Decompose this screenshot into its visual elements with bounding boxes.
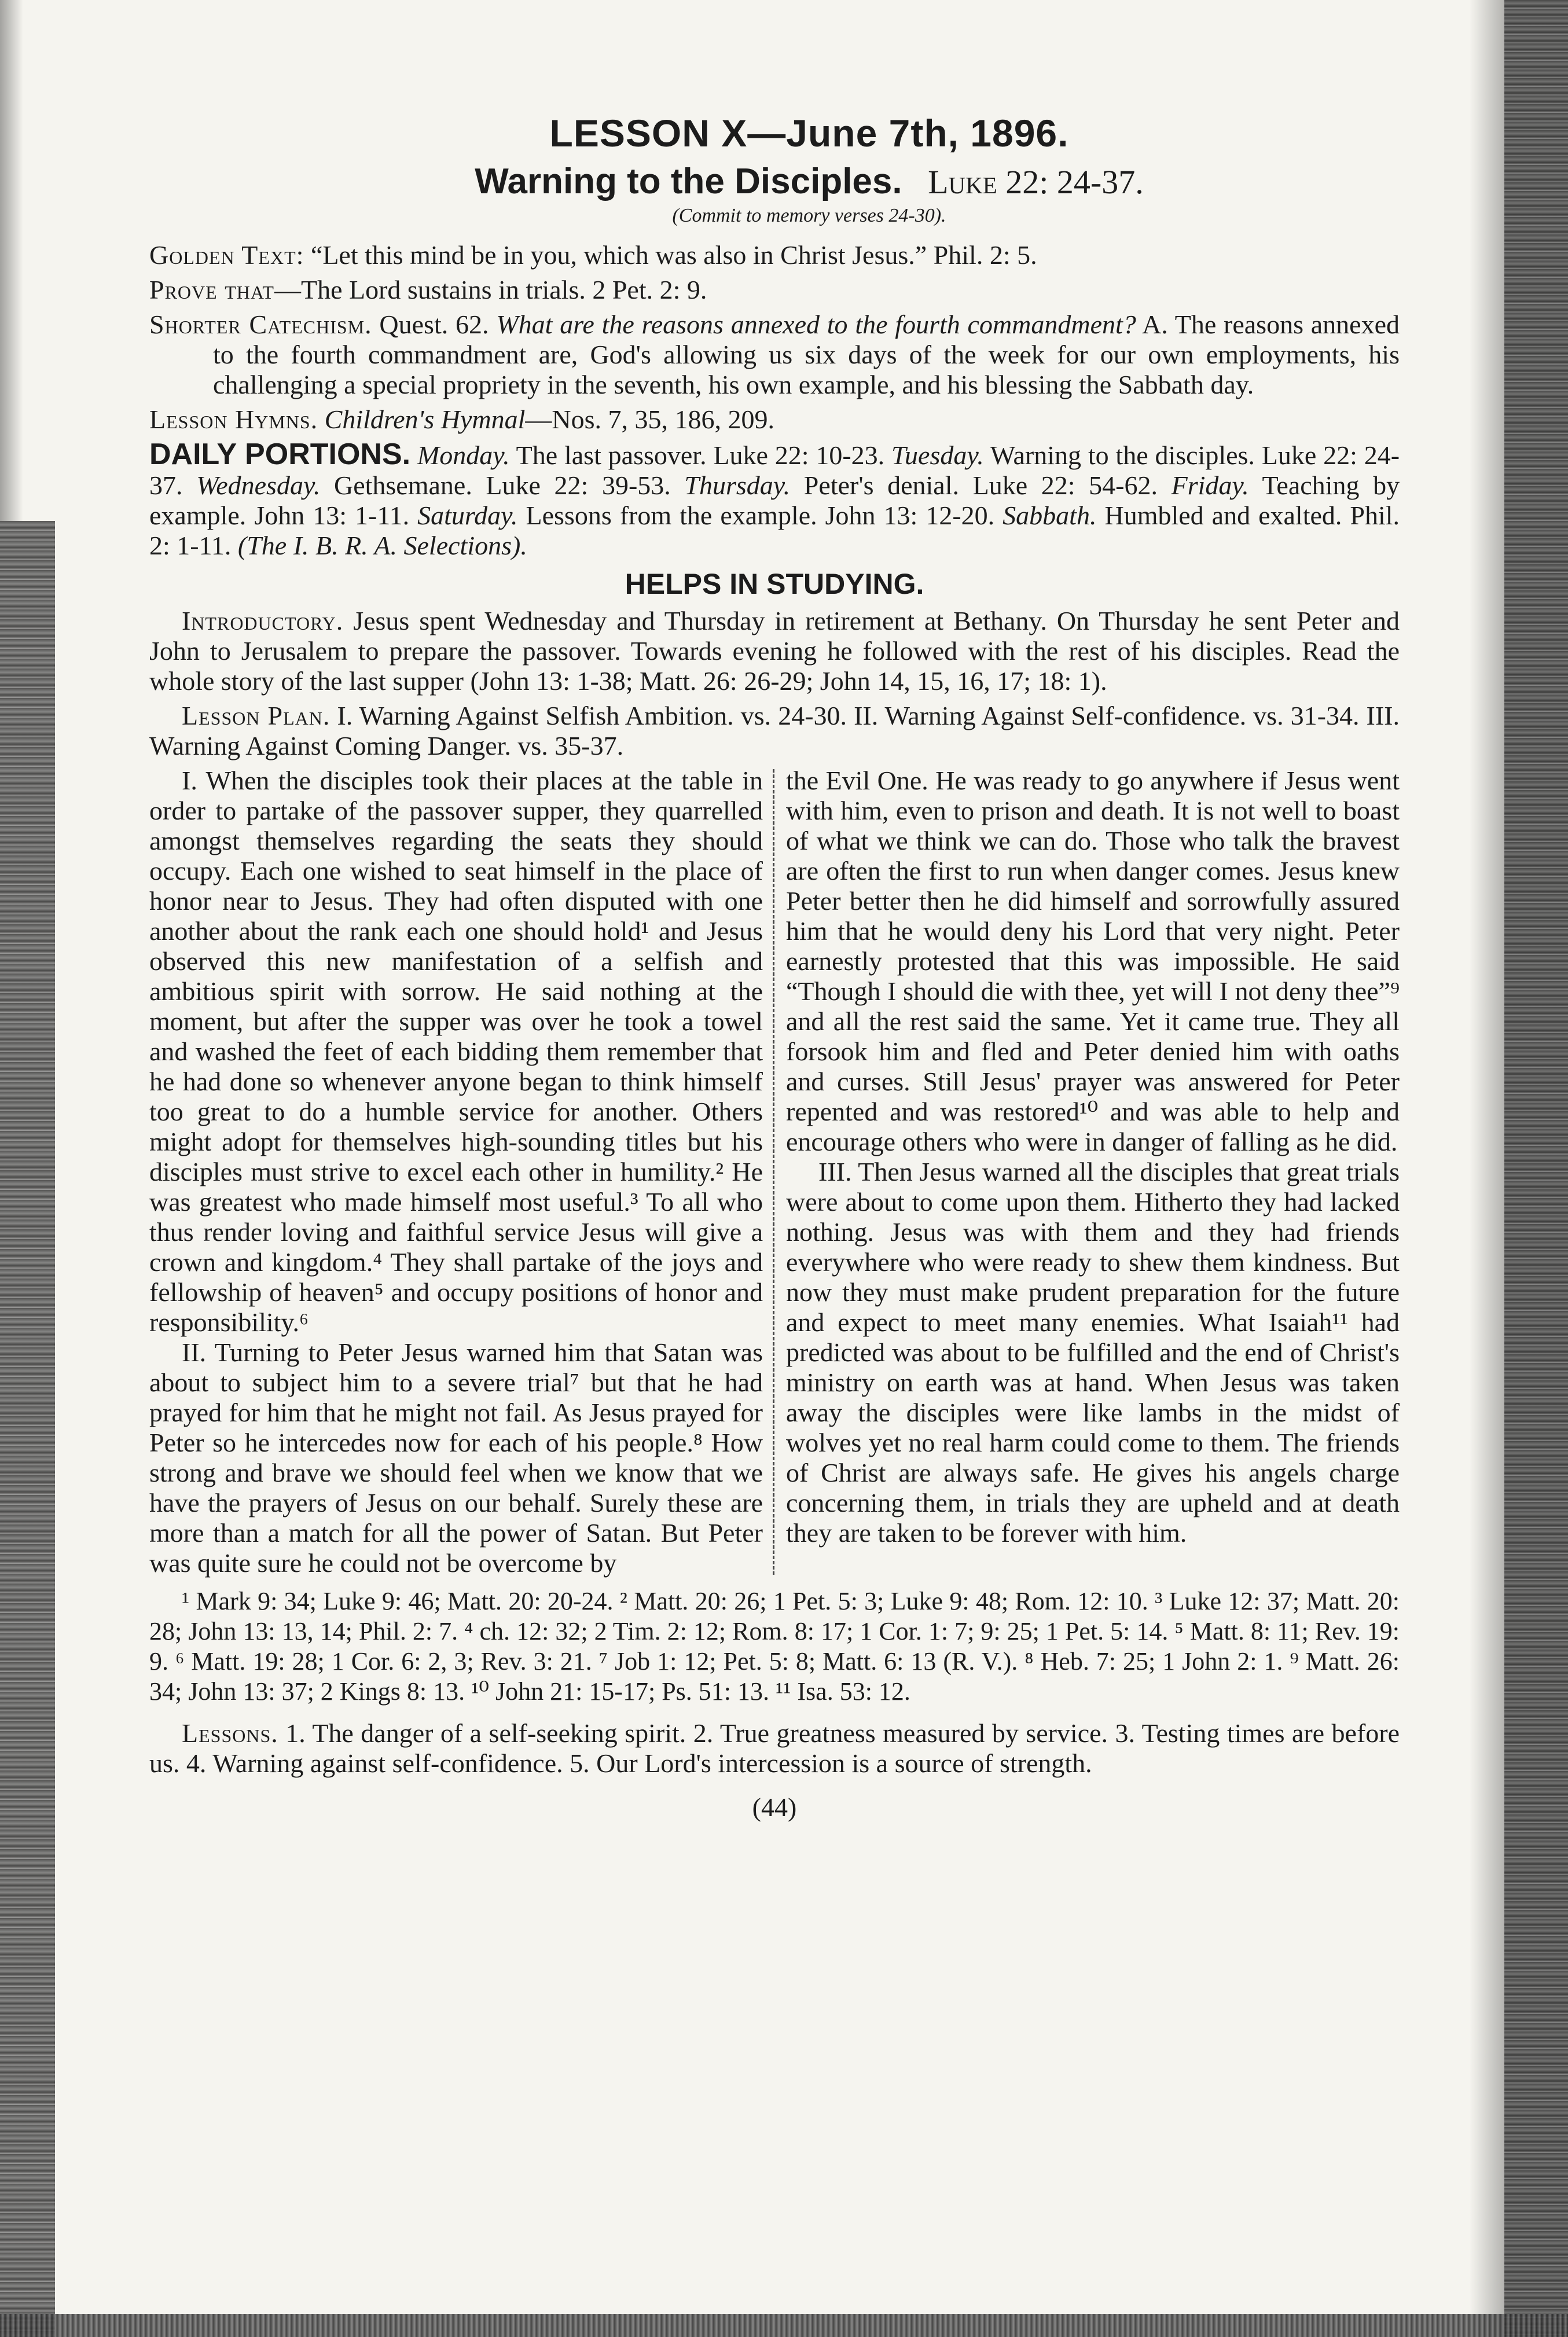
day-reading: Lessons from the example. John 13: 12-20. — [526, 501, 995, 530]
day-label: Monday. — [417, 440, 510, 470]
catechism-label: Shorter Catechism. — [149, 310, 372, 339]
golden-text-label: Golden Text: — [149, 240, 304, 270]
day-label: Sabbath. — [1003, 501, 1097, 530]
day-reading: Warning to the disciples. Luke 22: 24-37. — [149, 440, 1400, 500]
scripture-reference: Luke 22: 24-37. — [928, 163, 1144, 201]
catechism-quest: Quest. 62. — [379, 310, 489, 339]
catechism-question: What are the reasons annexed to the fourth commandment? — [496, 310, 1136, 339]
commit-note: (Commit to memory verses 24-30). — [672, 205, 946, 226]
scan-edge-left — [0, 521, 55, 2337]
day-reading: Humbled and exalted. Phil. 2: 1-11. — [149, 501, 1400, 560]
day-reading: The last passover. Luke 22: 10-23. — [516, 440, 885, 470]
day-label: Friday. — [1171, 471, 1249, 500]
introductory-body: Jesus spent Wednesday and Thursday in retirement at Bethany. On Thursday he sent Peter and John to Jerusalem to prepare the passover. Towards evening he followed with the rest of his disciples. Read the whole story of the last supper (John 13: 1-38; Matt. 26: 26-29; John 14, 15, 16, 17; 18: 1). — [149, 606, 1400, 696]
day-reading: Gethsemane. Luke 22: 39-53. — [333, 471, 671, 500]
body-paragraph: II. Turning to Peter Jesus warned him that Satan was about to subject him to a severe trial⁷ but that he had prayed for him that he might not fail. As Jesus prayed for Peter so he intercedes now for each of his people.⁸ How strong and brave we should feel when we know that we have the prayers of Jesus on our behalf. Surely these are more than a match for all the power of Satan. But Peter was quite sure he could not be overcome by — [149, 1337, 763, 1578]
lessons-label: Lessons. — [182, 1718, 278, 1748]
lesson-plan — [149, 701, 1400, 761]
lesson-plan-label: Lesson Plan. — [182, 701, 331, 730]
body-paragraph: the Evil One. He was ready to go anywhere if Jesus went with him, even to prison and death. It is not well to boast of what we think we can do. Those who talk the bravest are often the first to run when danger comes. Jesus knew Peter better then he did himself and sorrowfully assured him that he would deny his Lord that very night. Peter earnestly protested that this was impossible. He said “Though I should die with thee, yet will I not deny thee”⁹ and all the rest said the same. Yet it came true. They all forsook him and fled and Peter denied him with oaths and curses. Still Jesus' prayer was answered for Peter repented and was restored¹⁰ and was able to help and encourage others who were in danger of falling as he did. — [786, 766, 1400, 1156]
scan-shadow-left-top — [0, 0, 23, 521]
golden-text-body: “Let this mind be in you, which was also in Christ Jesus.” Phil. 2: 5. — [310, 240, 1037, 270]
lesson-hymns — [149, 405, 1400, 435]
body-paragraph: I. When the disciples took their places at the table in order to partake of the passover supper, they quarrelled amongst themselves regarding the seats they should occupy. Each one wished to seat himself in the place of honor near to Jesus. They had often disputed with one another about the rank each one should hold¹ and Jesus observed this new manifestation of a selfish and ambitious spirit with sorrow. He said nothing at the moment, but after the supper was over he took a towel and washed the feet of each bidding them remember that he had done so whenever anyone began to think himself too great to do a humble service for another. Others might adopt for themselves high-sounding titles but his disciples must strive to excel each other in humility.² He was greatest who made himself most useful.³ To all who thus render loving and faithful service Jesus will give a crown and kingdom.⁴ They shall partake of the joys and fellowship of heaven⁵ and occupy positions of honor and responsibility.⁶ — [149, 766, 763, 1337]
column-divider — [773, 769, 777, 1575]
body-paragraph: III. Then Jesus warned all the disciples that great trials were about to come upon them. Hitherto they had lacked nothing. Jesus was with them and they had friends everywhere who were ready to shew them kindness. But now they must make prudent preparation for the future and expect to meet many enemies. What Isaiah¹¹ had predicted was about to be fulfilled and the end of Christ's ministry on earth was at hand. When Jesus was taken away the disciples were like lambs in the midst of wolves yet no real harm could come to them. The friends of Christ are always safe. He gives his angels charge concerning them, in trials they are upheld and at death they are taken to be forever with him. — [786, 1157, 1400, 1548]
scan-edge-bottom — [0, 2314, 1568, 2337]
day-reading: Teaching by example. John 13: 1-11. — [149, 471, 1400, 530]
hymns-label: Lesson Hymns. — [149, 405, 318, 434]
day-label: Thursday. — [684, 471, 791, 500]
prove-that-body: —The Lord sustains in trials. 2 Pet. 2: 9. — [274, 275, 707, 304]
right-column — [786, 766, 1400, 1578]
day-label: Saturday. — [417, 501, 518, 530]
day-label: Wednesday. — [196, 471, 321, 500]
day-reading: Peter's denial. Luke 22: 54-62. — [803, 471, 1158, 500]
catechism-answer: A. The reasons annexed to the fourth commandment are, God's allowing us six days of the week for our own employments, his challenging a special propriety in the seventh, his own example, and his blessing the Sabbath day. — [213, 310, 1400, 399]
prove-that-label: Prove that — [149, 275, 274, 304]
scan-edge-right — [1504, 0, 1568, 2337]
lesson-plan-body: I. Warning Against Selfish Ambition. vs. 24-30. II. Warning Against Self-confidence. vs. 31-34. III. Warning Against Coming Danger. vs. 35-37. — [149, 701, 1400, 760]
hymns-book: Children's Hymnal — [324, 405, 526, 434]
page-number: (44) — [752, 1792, 797, 1822]
two-column-body — [149, 766, 1400, 1578]
lessons-body: 1. The danger of a self-seeking spirit. 2. True greatness measured by service. 3. Testing times are before us. 4. Warning against self-confidence. 5. Our Lord's intercession is a source of strength. — [149, 1718, 1400, 1778]
footnotes: ¹ Mark 9: 34; Luke 9: 46; Matt. 20: 20-24. ² Matt. 20: 26; 1 Pet. 5: 3; Luke 9: 48; Rom. 12: 10. ³ Luke 12: 37; Matt. 20: 28; John 13: 13, 14; Phil. 2: 7. ⁴ ch. 12: 32; 2 Tim. 2: 12; Rom. 8: 17; 1 Cor. 1: 7; 9: 25; 1 Pet. 5: 14. ⁵ Matt. 8: 11; Rev. 19: 9. ⁶ Matt. 19: 28; 1 Cor. 6: 2, 3; Rev. 3: 21. ⁷ Job 1: 12; Pet. 5: 8; Matt. 6: 13 (R. V.). ⁸ Heb. 7: 25; 1 John 2: 1. ⁹ Matt. 26: 34; John 13: 37; 2 Kings 8: 13. ¹⁰ John 21: 15-17; Ps. 51: 13. ¹¹ Isa. 53: 12. — [149, 1587, 1400, 1706]
daily-portions — [149, 439, 1400, 561]
hymns-numbers: —Nos. 7, 35, 186, 209. — [525, 405, 775, 434]
scan-shadow-right — [1470, 0, 1504, 2337]
page-content — [149, 110, 1400, 1822]
shorter-catechism — [149, 310, 1400, 400]
prove-that — [149, 275, 1400, 305]
lesson-subtitle — [219, 161, 1400, 203]
daily-portions-source: (The I. B. R. A. Selections). — [237, 531, 527, 560]
introductory — [149, 606, 1400, 696]
left-column — [149, 766, 763, 1578]
day-label: Tuesday. — [891, 440, 984, 470]
lessons — [149, 1718, 1400, 1779]
introductory-label: Introductory. — [182, 606, 344, 635]
daily-portions-heading: DAILY PORTIONS. — [149, 438, 411, 471]
subtitle-text: Warning to the Disciples. — [475, 161, 902, 201]
golden-text — [149, 240, 1400, 270]
helps-heading: HELPS IN STUDYING. — [625, 568, 924, 600]
lesson-title: LESSON X—June 7th, 1896. — [549, 112, 1069, 155]
